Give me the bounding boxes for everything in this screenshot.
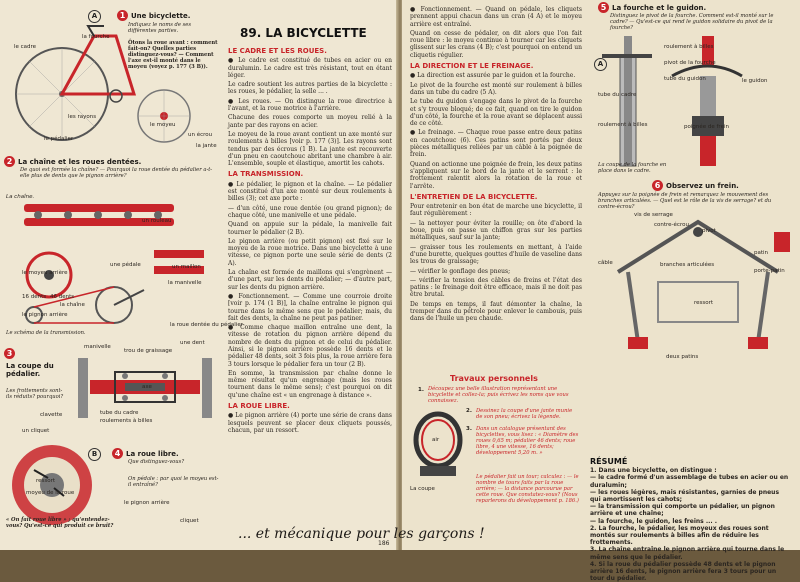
left-page <box>0 0 398 550</box>
resume-item: — le cadre formé d'un assemblage de tubes en acier ou en duralumin; <box>590 474 789 489</box>
section-entretien: L'ENTRETIEN DE LA BICYCLETTE. <box>410 192 538 201</box>
fig4-subtitle: Que distinguez-vous? <box>128 459 185 465</box>
label-pivot-fourche: pivot de la fourche <box>664 60 716 66</box>
label-contre-ecrou: contre-écrou <box>654 222 689 228</box>
fig3-number: 3 <box>4 348 15 359</box>
resume-item: — la transmission qui comporte un pédalier, un pignon arrière et une chaîne; <box>590 503 775 518</box>
right-text-column <box>410 6 582 325</box>
label-46-dents: 46 dents <box>50 294 75 300</box>
marker-a-fig1: A <box>88 10 101 23</box>
label-pedalier: le pédalier <box>44 136 74 142</box>
label-manivelle-2: la manivelle <box>168 280 202 286</box>
para: ● Le pignon arrière (4) porte une série de crans dans lesquels peuvent se placer deux cliquets poussés, chacun, par un ressort. <box>228 412 392 434</box>
label-trou-graissage: trou de graissage <box>124 348 173 354</box>
label-tube-guidon: tube du guidon <box>664 76 706 82</box>
tp-num-1: 1. <box>418 387 424 393</box>
fig5-caption: La coupe de la fourche en place dans le cadre. <box>598 162 667 174</box>
fig5-subtitle: Distinguez le pivot de la fourche. Comment est-il monté sur le cadre? — Qu'est-ce qui rend le guidon solidaire du pivot de la fourche? <box>610 13 774 31</box>
fig3-title: La coupe du pédalier. <box>6 362 54 378</box>
para: ● Le pédalier, le pignon et la chaîne. — Le pédalier est constitué d'un axe monté sur deux roulements à billes (3); cet axe porte : <box>228 180 392 203</box>
label-fourche: la fourche <box>82 34 110 40</box>
label-branches: branches articulées <box>660 262 715 268</box>
handwritten-caption: ... et mécanique pour les garçons ! <box>238 526 485 542</box>
para: Quand on appuie sur la pédale, la manivelle fait tourner le pédalier (2 B). <box>228 221 392 236</box>
fig1-question: Ôtons la roue avant : comment fait-on? Quelles parties distinguez-vous? — Comment l'axe est-il monté dans le moyeu (voyez p. 177 (3 B)). <box>128 40 218 70</box>
label-guidon: le guidon <box>742 78 768 84</box>
para: ● Fonctionnement. — Comme une courroie droite [voir p. 174 (1 B)], la chaîne entraîne le pignon qui tourne dans le même sens que le pédalier; mais, du fait des dents, la chaîne ne peut pas patiner. <box>228 292 392 322</box>
para: ● Les roues. — On distingue la roue directrice à l'avant, et la roue motrice à l'arrière. <box>228 97 392 113</box>
resume-item: 1. Dans une bicyclette, on distingue : <box>590 467 717 475</box>
label-jante: la jante <box>196 143 217 149</box>
fig5-title: La fourche et le guidon. <box>612 4 707 12</box>
label-une-dent: une dent <box>180 340 205 346</box>
tp-num-2: 2. <box>466 408 472 414</box>
para: Le moyeu de la roue avant contient un axe monté sur roulements à billes [voir p. 177 (3)]. Les rayons sont tendus par des écrous (1 B). La jante est recouverte d'un pneu en caoutchouc abritant une chambre à air. L'ensemble, souple et élastique, amortit les cahots. <box>228 130 392 168</box>
tp-num-3: 3. <box>466 426 472 432</box>
tp-label-coupe: La coupe <box>410 486 435 492</box>
page-number: 186 <box>378 540 390 547</box>
frein-drawing <box>598 212 794 362</box>
label-moyeu: le moyeu <box>150 122 176 128</box>
para: ● Fonctionnement. — Quand on pédale, les cliquets prennent appui chacun dans un cran (4 A) et le moyeu arrière est entraîné. <box>410 6 582 28</box>
left-text-column <box>228 44 392 436</box>
label-porte-patin: porte-patin <box>754 268 785 274</box>
fig5-number: 5 <box>598 2 609 13</box>
label-chaine: La chaîne. <box>6 194 35 200</box>
label-ressort-6: ressort <box>694 300 714 306</box>
fig2-caption: Le schéma de la transmission. <box>6 330 86 336</box>
tp-title: Travaux personnels <box>450 374 538 383</box>
label-roue-dentee: la roue dentée du pédalier <box>170 322 243 328</box>
chapter-title: 89. LA BICYCLETTE <box>240 26 367 40</box>
label-vis-serrage: vis de serrage <box>634 212 673 218</box>
label-ressort: ressort <box>36 478 56 484</box>
label-pedale: une pédale <box>110 262 141 268</box>
para: La chaîne est formée de maillons qui s'engrènent — d'une part, sur les dents du pédalier; — d'autre part, sur les dents du pignon arrière. <box>228 269 392 291</box>
resume-item: 3. La chaîne entraîne le pignon arrière qui tourne dans le même sens que le pédalier. <box>590 546 785 561</box>
para: — la nettoyer pour éviter la rouille; on ôte d'abord la boue, puis on passe un chiffon gras sur les parties métalliques, sauf sur la jante; <box>410 219 582 242</box>
fig3-subtitle: Les frottements sont-ils réduits? pourquoi? <box>6 388 64 400</box>
label-cable: câble <box>598 260 613 266</box>
label-la-chaine: la chaîne <box>60 302 85 308</box>
label-16-dents: 16 dents <box>22 294 47 300</box>
para: Le pivot de la fourche est monté sur roulement à billes dans un tube du cadre (5 A). <box>410 81 582 96</box>
label-moyeu-roue: moyeu de la roue <box>26 490 75 496</box>
para: Quand on cesse de pédaler, on dit alors que l'on fait roue libre : le moyeu continue à tourner car les cliquets glissent sur les crans (4 B); c'est pourquoi on entend un cliquetis régulier. <box>410 29 582 59</box>
para: Le pignon arrière (ou petit pignon) est fixé sur le moyeu de la roue motrice. Dans une bicyclette à une vitesse, ce pignon porte une seule série de dents (2 A). <box>228 237 392 267</box>
para: De temps en temps, il faut démonter la chaîne, la tremper dans du pétrole pour enlever le cambouis, puis dans de l'huile un peu chaude. <box>410 300 582 323</box>
fig4-title: La roue libre. <box>126 450 179 458</box>
para: Quand on actionne une poignée de frein, les deux patins s'appliquent sur le bord de la jante et le serrent : le frottement ralentit alors la rotation de la roue et l'arrête. <box>410 160 582 190</box>
label-tube-cadre: tube du cadre <box>100 410 139 416</box>
label-manivelle-3: manivelle <box>84 344 111 350</box>
fig2-title: La chaîne et les roues dentées. <box>18 158 142 166</box>
label-rouleau: un rouleau <box>142 218 172 224</box>
fig6-number: 6 <box>652 180 663 191</box>
marker-b-fig4: B <box>88 448 101 461</box>
resume-item: — la fourche, le guidon, les freins ... . <box>590 517 718 525</box>
label-patin: patin <box>754 250 769 256</box>
para: — d'un côté, une roue dentée (ou grand pignon); de chaque côté, une manivelle et une pédale. <box>228 204 392 219</box>
para: Chacune des roues comporte un moyeu relié à la jante par des rayons en acier. <box>228 114 392 129</box>
fig6-subtitle: Appuyez sur la poignée de frein et remarquez le mouvement des branches articulées. — Quel est le rôle de la vis de serrage? et du contre-écrou? <box>598 192 772 210</box>
tp-label-air: air <box>432 437 440 443</box>
fig1-subtitle: Indiquez le noms de ses différentes parties. <box>128 22 191 34</box>
label-roulement-2: roulement à billes <box>598 122 648 128</box>
label-pignon-arriere: le pignon arrière <box>22 312 68 318</box>
para: Le tube du guidon s'engage dans le pivot de la fourche et s'y trouve bloqué; de ce fait, quand on tire le guidon d'un côté, la fourche et la roue avant se déplacent aussi de ce côté. <box>410 98 582 128</box>
section-cadre-roues: LE CADRE ET LES ROUES. <box>228 47 327 55</box>
tp-item-3b: Le pédalier fait un tour; calculez : — le nombre de tours faits par la roue arrière; — la distance parcourue par cette roue. Que constatez-vous? (Nous reparlerons du développement p. 186.) <box>476 474 579 504</box>
fig4-text: On pédale : par quoi le moyeu est-il entraîné? <box>128 476 219 488</box>
fig1-title: Une bicyclette. <box>131 12 191 20</box>
para: ● Le cadre est constitué de tubes en acier ou en duralumin. Le cadre est très résistant, tout en étant léger. <box>228 57 392 79</box>
label-axe: axe <box>142 384 152 390</box>
para: ● Comme chaque maillon entraîne une dent, la vitesse de rotation du pignon arrière dépend du nombre de dents du pignon et de celui du pédalier. Ainsi, si le pignon arrière possède 16 dents et le pédalier 48 dents, soit 3 fois plus, la roue arrière fera 3 tours lorsque le pédalier fera un tour (2 B). <box>228 324 392 368</box>
travaux-personnels-box <box>406 374 586 524</box>
fig2-subtitle: De quoi est formée la chaîne? — Pourquoi la roue dentée du pédalier a-t-elle plus de dents que le pignon arrière? <box>20 167 213 179</box>
label-moyeu-arriere: le moyeu arrière <box>22 270 68 276</box>
resume-title: RÉSUMÉ <box>590 457 628 466</box>
label-pivot: pivot <box>702 228 716 234</box>
label-roulements: roulements à billes <box>100 418 153 424</box>
resume-box <box>590 458 790 582</box>
para: — graisser tous les roulements en mettant, à l'aide d'une burette, quelques gouttes d'huile de vaseline dans les trous de graissage; <box>410 243 583 266</box>
label-clavette: clavette <box>40 412 63 418</box>
fig4-footer: « On fait roue libre » ; qu'entendez-vous? Qu'est-ce qui produit ce bruit? <box>6 517 114 529</box>
label-cliquet: un cliquet <box>22 428 50 434</box>
fig2-number: 2 <box>4 156 15 167</box>
fig1-number: 1 <box>117 10 128 21</box>
label-pignon-arr-4: le pignon arrière <box>124 500 170 506</box>
para: En somme, la transmission par chaîne donne le même résultat qu'un engrenage (mais les roues tournent dans le même sens); c'est pourquoi on dit qu'une chaîne est « un engrenage à distance ». <box>228 369 392 399</box>
fig6-title: Observez un frein. <box>666 182 739 190</box>
section-transmission: LA TRANSMISSION. <box>228 170 304 179</box>
label-cliquet-4: cliquet <box>180 518 199 524</box>
label-poignee-frein: poignée de frein <box>684 124 729 130</box>
label-roulement-1: roulement à billes <box>664 44 714 50</box>
fig4-number: 4 <box>112 448 123 459</box>
label-deux-patins: deux patins <box>666 354 699 360</box>
para: Pour entretenir en bon état de marche une bicyclette, il faut régulièrement : <box>410 203 582 218</box>
marker-a-fig5: A <box>594 58 607 71</box>
tp-item-2: Dessinez la coupe d'une jante munie de son pneu; écrivez la légende. <box>476 408 573 420</box>
para: ● La direction est assurée par le guidon et la fourche. <box>410 72 576 80</box>
label-maillon: un maillon <box>172 264 201 270</box>
resume-item: 4. Si la roue du pédalier possède 48 dents et le pignon arrière 16 dents, le pignon arrière fera 3 tours pour un tour du pédalier. <box>590 560 777 582</box>
label-tube-cadre-5: tube du cadre <box>598 92 637 98</box>
figure-frein <box>598 212 794 362</box>
para: Le cadre soutient les autres parties de la bicyclette : les roues, le pédalier, la selle ... . <box>228 81 392 96</box>
tp-intro: Découpez une belle illustration représentant une bicyclette et collez-la; puis écrivez les noms que vous connaissez. <box>428 386 569 404</box>
para: — vérifier le gonflage des pneus; <box>410 267 511 275</box>
para: — vérifier la tension des câbles de freins et l'état des patins : le freinage doit être efficace, mais il ne doit pas être brutal. <box>410 276 582 299</box>
tire-section-drawing <box>410 406 470 486</box>
label-rayons: les rayons <box>68 114 97 120</box>
label-ecrou: un écrou <box>188 132 213 138</box>
resume-item: 2. La fourche, le pédalier, les moyeux des roues sont montés sur roulements à billes afin de réduire les frottements. <box>590 524 769 547</box>
section-direction: LA DIRECTION ET LE FREINAGE. <box>410 62 534 71</box>
resume-item: — les roues légères, mais résistantes, garnies de pneus qui amortissent les cahots; <box>590 488 780 504</box>
tp-item-3: Dans un catalogue présentant des bicyclettes, vous lisez : « Diamètre des roues 0,65 m; pédalier 46 dents; roue libre, 4 une vitesse, 16 dents; développement 5,20 m. » <box>476 426 579 456</box>
label-cadre: le cadre <box>14 44 37 50</box>
section-roue-libre: LA ROUE LIBRE. <box>228 402 290 411</box>
para: ● Le freinage. — Chaque roue passe entre deux patins en caoutchouc (6). Ces patins sont portés par deux pièces métalliques reliées par un câble à la poignée de frein. <box>410 129 582 159</box>
